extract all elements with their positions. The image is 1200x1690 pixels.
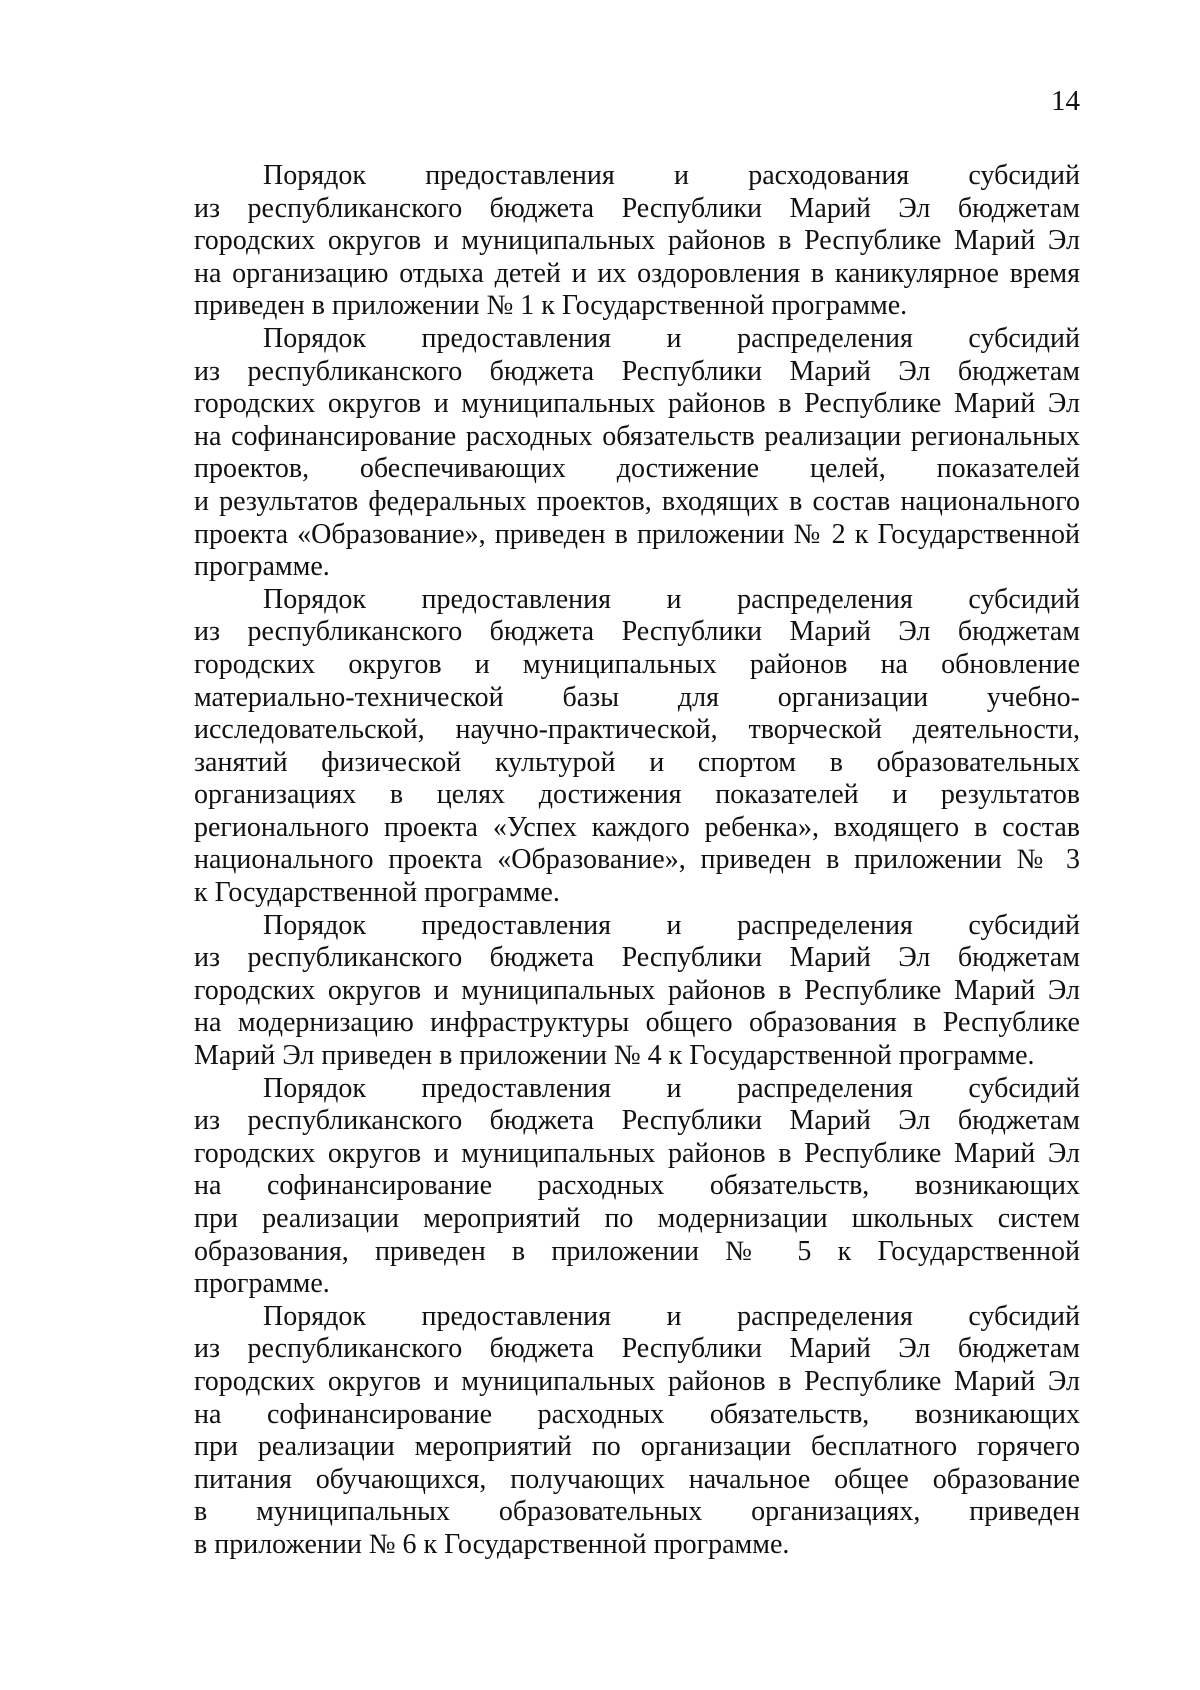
paragraph-line: Порядок предоставления и распределения субсидий [263,322,1080,354]
paragraph-line: в приложении № 6 к Государственной программе. [194,1528,790,1560]
paragraph-appendix-6 [194,1301,1080,1562]
paragraph-line: образования, приведен в приложении № 5 к Государственной [194,1235,1080,1267]
paragraph-line: в муниципальных образовательных организациях, приведен [194,1496,1080,1528]
paragraph-line: программе. [194,1268,330,1300]
paragraph-line: проекта «Образование», приведен в приложении № 2 к Государственной [194,518,1080,550]
paragraph-line: из республиканского бюджета Республики Марий Эл бюджетам [194,1105,1080,1137]
paragraph-line: Порядок предоставления и распределения субсидий [263,1300,1080,1332]
paragraph-line: из республиканского бюджета Республики Марий Эл бюджетам [194,355,1080,387]
paragraph-line: на софинансирование расходных обязательств, возникающих [194,1398,1080,1430]
paragraph-appendix-1 [194,160,1080,323]
paragraph-appendix-4 [194,910,1080,1073]
paragraph-line: из республиканского бюджета Республики Марий Эл бюджетам [194,192,1080,224]
paragraph-line: регионального проекта «Успех каждого ребенка», входящего в состав [194,811,1080,843]
paragraph-line: городских округов и муниципальных районов в Республике Марий Эл [194,1365,1080,1397]
paragraph-line: приведен в приложении № 1 к Государственной программе. [194,290,908,322]
paragraph-line: Порядок предоставления и распределения субсидий [263,583,1080,615]
paragraph-line: проектов, обеспечивающих достижение целей, показателей [194,453,1080,485]
paragraph-line: Порядок предоставления и распределения субсидий [263,909,1080,941]
paragraph-line: городских округов и муниципальных районов в Республике Марий Эл [194,225,1080,257]
paragraph-appendix-3 [194,584,1080,910]
page-number: 14 [1051,85,1080,117]
paragraph-line: национального проекта «Образование», приведен в приложении № 3 [194,844,1080,876]
paragraph-line: на организацию отдыха детей и их оздоровления в каникулярное время [194,257,1080,289]
paragraph-line: программе. [194,551,330,583]
paragraph-line: на модернизацию инфраструктуры общего образования в Республике [194,1007,1080,1039]
paragraph-line: материально-технической базы для организации учебно- [194,681,1080,713]
paragraph-line: на софинансирование расходных обязательств реализации региональных [194,420,1080,452]
paragraph-line: при реализации мероприятий по организации бесплатного горячего [194,1431,1080,1463]
paragraph-line: из республиканского бюджета Республики Марий Эл бюджетам [194,616,1080,648]
document-body [194,160,1080,1562]
paragraph-line: городских округов и муниципальных районов в Республике Марий Эл [194,974,1080,1006]
paragraph-line: Марий Эл приведен в приложении № 4 к Государственной программе. [194,1040,1035,1072]
paragraph-appendix-5 [194,1073,1080,1301]
paragraph-line: городских округов и муниципальных районов в Республике Марий Эл [194,1137,1080,1169]
paragraph-line: исследовательской, научно-практической, творческой деятельности, [194,714,1080,746]
paragraph-line: организациях в целях достижения показателей и результатов [194,779,1080,811]
paragraph-appendix-2 [194,323,1080,584]
paragraph-line: и результатов федеральных проектов, входящих в состав национального [194,485,1080,517]
paragraph-line: городских округов и муниципальных районов в Республике Марий Эл [194,388,1080,420]
paragraph-line: на софинансирование расходных обязательств, возникающих [194,1170,1080,1202]
paragraph-line: Порядок предоставления и распределения субсидий [263,1072,1080,1104]
paragraph-line: питания обучающихся, получающих начальное общее образование [194,1463,1080,1495]
paragraph-line: из республиканского бюджета Республики Марий Эл бюджетам [194,942,1080,974]
paragraph-line: занятий физической культурой и спортом в образовательных [194,746,1080,778]
paragraph-line: при реализации мероприятий по модернизации школьных систем [194,1203,1080,1234]
paragraph-line: к Государственной программе. [194,877,560,909]
paragraph-line: городских округов и муниципальных районов на обновление [194,648,1080,680]
paragraph-line: Порядок предоставления и расходования субсидий [263,160,1080,191]
paragraph-line: из республиканского бюджета Республики Марий Эл бюджетам [194,1333,1080,1365]
